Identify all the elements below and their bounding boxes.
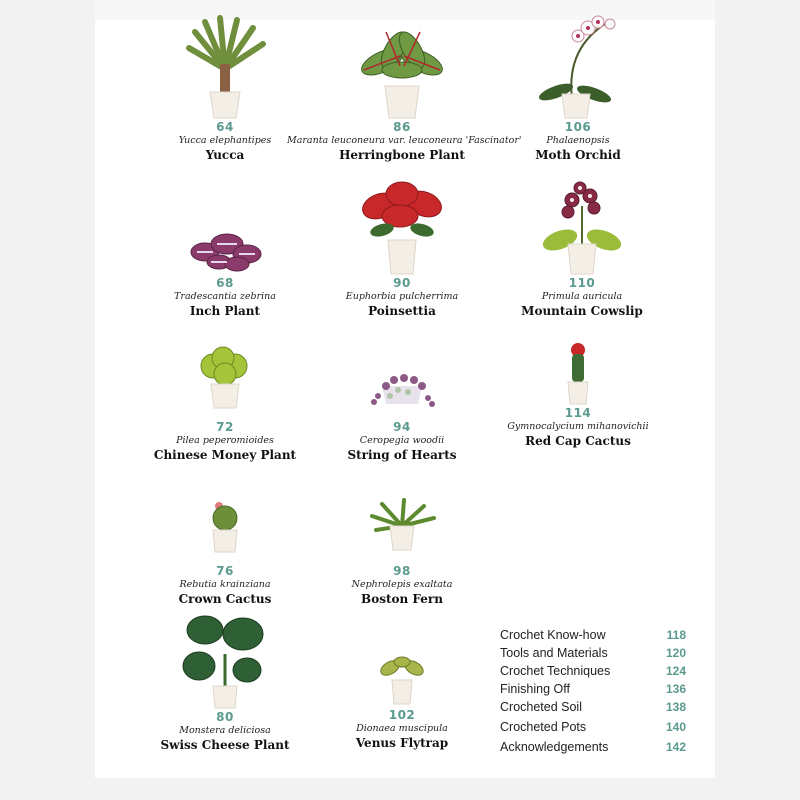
page-number: 86 (393, 120, 411, 134)
toc-label: Finishing Off (500, 682, 570, 696)
page-number: 68 (216, 276, 234, 290)
plant-entry-venus-flytrap[interactable] (287, 650, 517, 751)
inch-plant-image (175, 180, 275, 276)
red-cap-cactus-image (528, 342, 628, 406)
latin-name: Yucca elephantipes (178, 135, 272, 146)
swiss-cheese-plant-image (175, 610, 275, 710)
plant-entry-red-cap-cactus[interactable] (463, 342, 693, 449)
toc-page-number: 118 (666, 628, 686, 642)
crown-cactus-image (175, 496, 275, 564)
toc-item[interactable] (500, 718, 686, 736)
toc-item[interactable] (500, 680, 686, 698)
common-name: Boston Fern (361, 592, 443, 606)
latin-name: Rebutia krainziana (179, 579, 271, 590)
page-number: 80 (216, 710, 234, 724)
toc-item[interactable] (500, 662, 686, 680)
latin-name: Maranta leuconeura var. leuconeura 'Fascinator' (287, 135, 522, 146)
latin-name: Nephrolepis exaltata (351, 579, 453, 590)
page-number: 72 (216, 420, 234, 434)
toc-page-number: 136 (665, 682, 686, 696)
common-name: Herringbone Plant (339, 148, 465, 162)
page-number: 102 (388, 708, 416, 722)
venus-flytrap-image (352, 650, 452, 708)
common-name: Moth Orchid (535, 148, 621, 162)
toc-label: Crochet Know-how (500, 628, 606, 642)
page-number: 114 (564, 406, 592, 420)
toc-page-number: 120 (665, 646, 686, 660)
latin-name: Monstera deliciosa (179, 725, 271, 736)
common-name: Chinese Money Plant (153, 448, 297, 462)
toc-page-number: 138 (665, 700, 686, 714)
common-name: String of Hearts (347, 448, 457, 462)
common-name: Poinsettia (368, 304, 436, 318)
toc-item[interactable] (500, 698, 686, 716)
latin-name: Tradescantia zebrina (174, 291, 276, 302)
latin-name: Ceropegia woodii (359, 435, 445, 446)
toc-item[interactable] (500, 626, 686, 644)
common-name: Venus Flytrap (355, 736, 449, 750)
toc-label: Crocheted Soil (500, 700, 582, 714)
common-name: Mountain Cowslip (521, 304, 643, 318)
boston-fern-image (352, 496, 452, 564)
toc-label: Crocheted Pots (500, 720, 587, 734)
toc-label: Tools and Materials (500, 646, 608, 660)
latin-name: Primula auricula (541, 291, 623, 302)
plant-entry-boston-fern[interactable] (287, 496, 517, 607)
common-name: Crown Cactus (178, 592, 272, 606)
page-number: 106 (564, 120, 592, 134)
latin-name: Pilea peperomioides (176, 435, 274, 446)
plant-entry-mountain-cowslip[interactable] (467, 178, 697, 319)
latin-name: Euphorbia pulcherrima (345, 291, 459, 302)
contents-list (500, 626, 686, 756)
latin-name: Gymnocalycium mihanovichii (507, 421, 649, 432)
toc-page-number: 142 (665, 740, 686, 754)
common-name: Swiss Cheese Plant (160, 738, 290, 752)
plant-entry-moth-orchid[interactable] (463, 14, 693, 163)
toc-label: Acknowledgements (500, 740, 609, 754)
page-number: 94 (393, 420, 411, 434)
common-name: Inch Plant (189, 304, 261, 318)
latin-name: Phalaenopsis (546, 135, 610, 146)
latin-name: Dionaea muscipula (356, 723, 448, 734)
toc-item[interactable] (500, 644, 686, 662)
poinsettia-image (352, 178, 452, 276)
common-name: Yucca (205, 148, 245, 162)
moth-orchid-image (528, 14, 628, 120)
mountain-cowslip-image (532, 178, 632, 276)
herringbone-plant-image (352, 14, 452, 120)
page-number: 90 (393, 276, 411, 290)
page-number: 64 (216, 120, 234, 134)
chinese-money-plant-image (175, 346, 275, 420)
toc-label: Crochet Techniques (500, 664, 611, 678)
common-name: Red Cap Cactus (525, 434, 631, 448)
page-number: 110 (568, 276, 596, 290)
string-of-hearts-image (352, 346, 452, 420)
yucca-image (175, 14, 275, 120)
toc-page-number: 140 (665, 720, 686, 734)
toc-page-number: 124 (665, 664, 686, 678)
page-number: 76 (216, 564, 234, 578)
toc-item[interactable] (500, 738, 686, 756)
page-number: 98 (393, 564, 411, 578)
